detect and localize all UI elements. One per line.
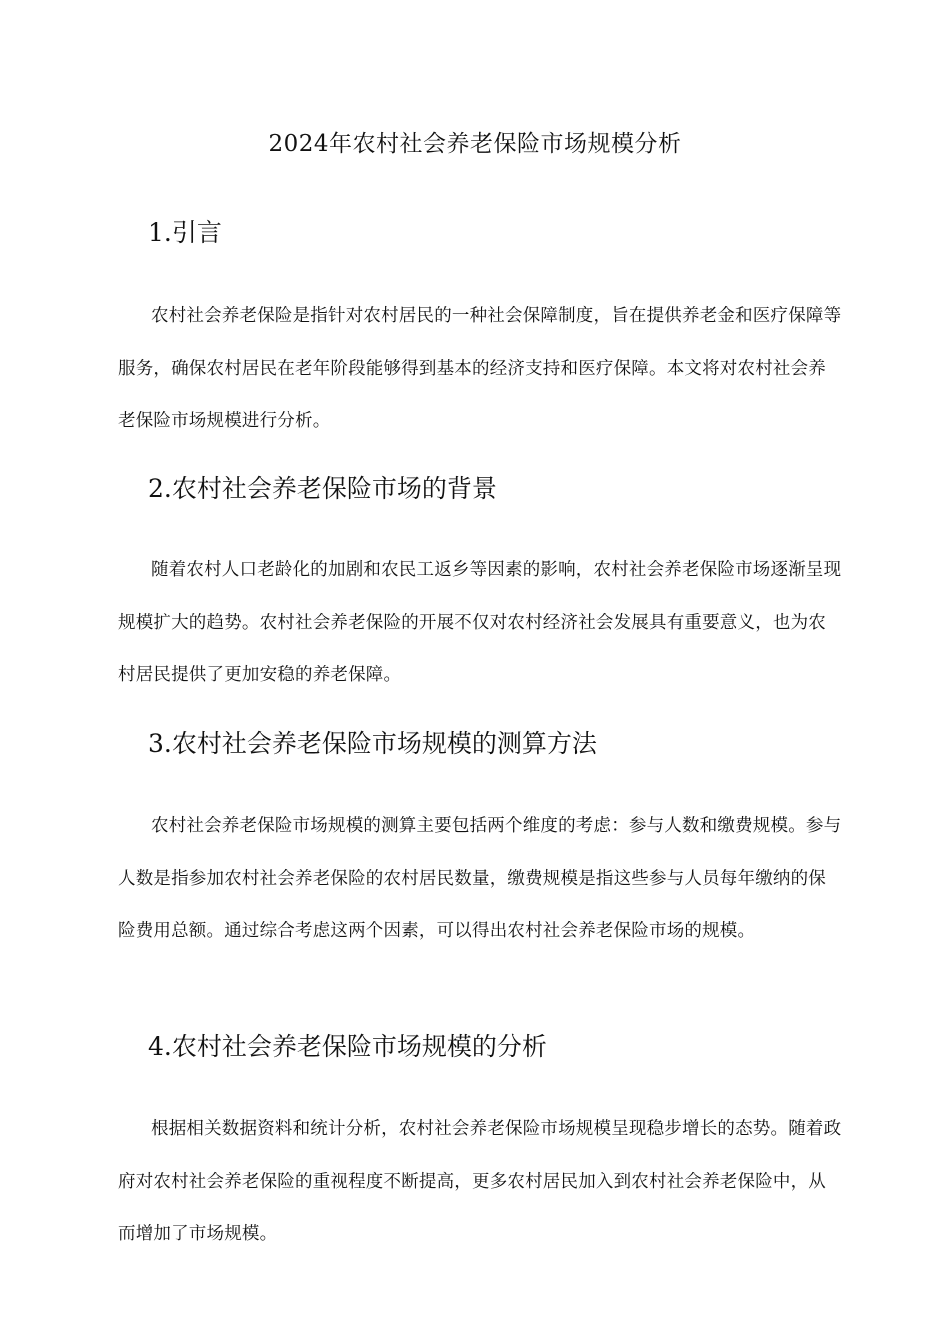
section-heading-method: 3.农村社会养老保险市场规模的测算方法 [148, 729, 597, 758]
section-heading-introduction: 1.引言 [148, 218, 222, 247]
section-paragraph-background: 随着农村人口老龄化的加剧和农民工返乡等因素的影响，农村社会养老保险市场逐渐呈现规模扩大的趋势。农村社会养老保险的开展不仅对农村经济社会发展具有重要意义，也为农村居民提供了更加安稳的养老保障。 [118, 560, 842, 685]
section-paragraph-introduction: 农村社会养老保险是指针对农村居民的一种社会保障制度，旨在提供养老金和医疗保障等服务，确保农村居民在老年阶段能够得到基本的经济支持和医疗保障。本文将对农村社会养老保险市场规模进行分析。 [118, 306, 842, 431]
section-paragraph-analysis: 根据相关数据资料和统计分析，农村社会养老保险市场规模呈现稳步增长的态势。随着政府对农村社会养老保险的重视程度不断提高，更多农村居民加入到农村社会养老保险中，从而增加了市场规模。 [118, 1119, 842, 1244]
section-heading-analysis: 4.农村社会养老保险市场规模的分析 [148, 1032, 547, 1061]
document-title: 2024年农村社会养老保险市场规模分析 [268, 131, 682, 157]
section-paragraph-method: 农村社会养老保险市场规模的测算主要包括两个维度的考虑：参与人数和缴费规模。参与人数是指参加农村社会养老保险的农村居民数量，缴费规模是指这些参与人员每年缴纳的保险费用总额。通过综合考虑这两个因素，可以得出农村社会养老保险市场的规模。 [118, 816, 842, 941]
section-heading-background: 2.农村社会养老保险市场的背景 [148, 474, 497, 503]
